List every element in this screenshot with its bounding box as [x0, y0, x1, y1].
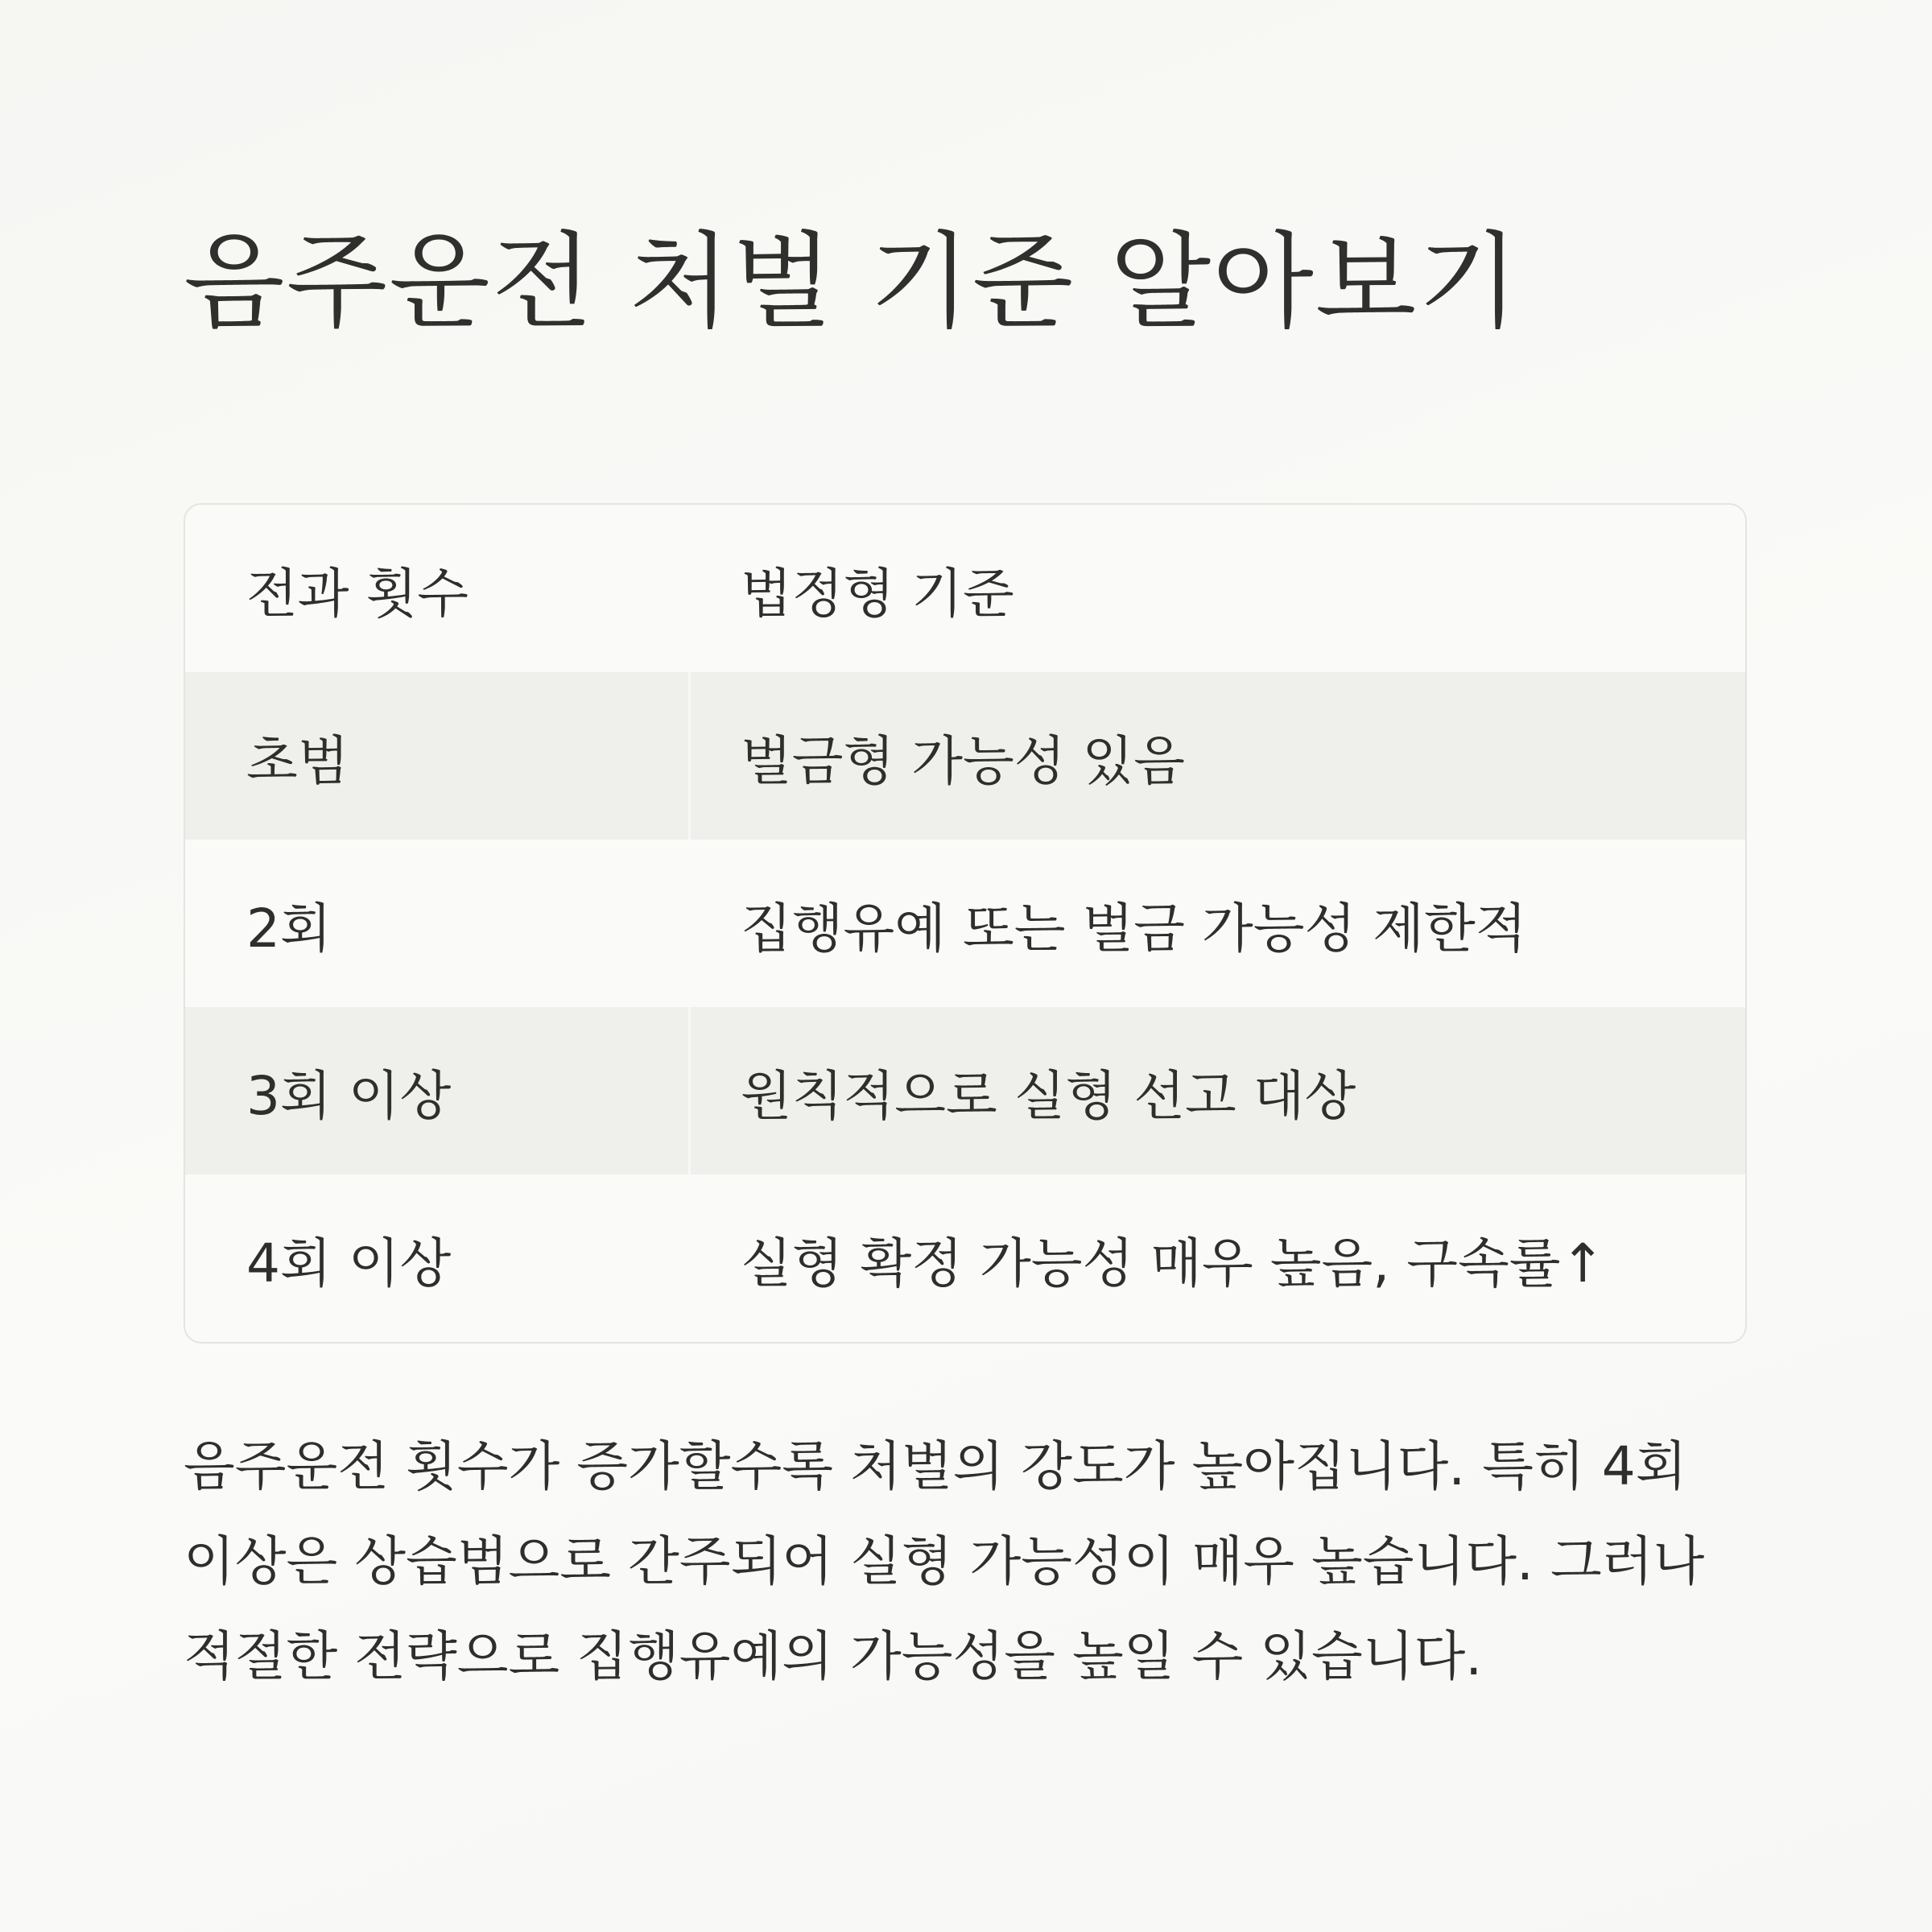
row-prior-count: 3회 이상 — [185, 1007, 691, 1174]
header-legal-standard: 법정형 기준 — [741, 562, 1014, 625]
row-legal-standard: 집행유예 또는 벌금 가능성 제한적 — [741, 897, 1527, 960]
description-line: 음주운전 횟수가 증가할수록 처벌의 강도가 높아집니다. 특히 4회 — [184, 1435, 1687, 1497]
row-legal-standard: 실형 확정 가능성 매우 높음, 구속률↑ — [741, 1232, 1605, 1294]
description-line: 이상은 상습범으로 간주되어 실형 가능성이 매우 높습니다. 그러나 — [184, 1530, 1705, 1592]
description-line: 적절한 전략으로 집행유예의 가능성을 높일 수 있습니다. — [184, 1625, 1483, 1687]
table-row — [185, 840, 1745, 1007]
description-paragraph — [184, 1419, 1761, 1704]
penalty-table — [184, 503, 1747, 1344]
row-prior-count: 초범 — [185, 672, 691, 840]
row-prior-count: 2회 — [246, 897, 332, 960]
row-legal-standard: 벌금형 가능성 있음 — [741, 729, 1186, 792]
table-header-row — [185, 505, 1745, 672]
table-row — [185, 1007, 1745, 1174]
row-legal-standard: 원칙적으로 실형 선고 대상 — [741, 1064, 1356, 1127]
table-row — [185, 672, 1745, 840]
header-prior-count: 전과 횟수 — [246, 562, 469, 625]
row-prior-count: 4회 이상 — [246, 1232, 452, 1294]
page-title: 음주운전 처벌 기준 알아보기 — [184, 221, 1521, 343]
table-row — [185, 1174, 1745, 1342]
